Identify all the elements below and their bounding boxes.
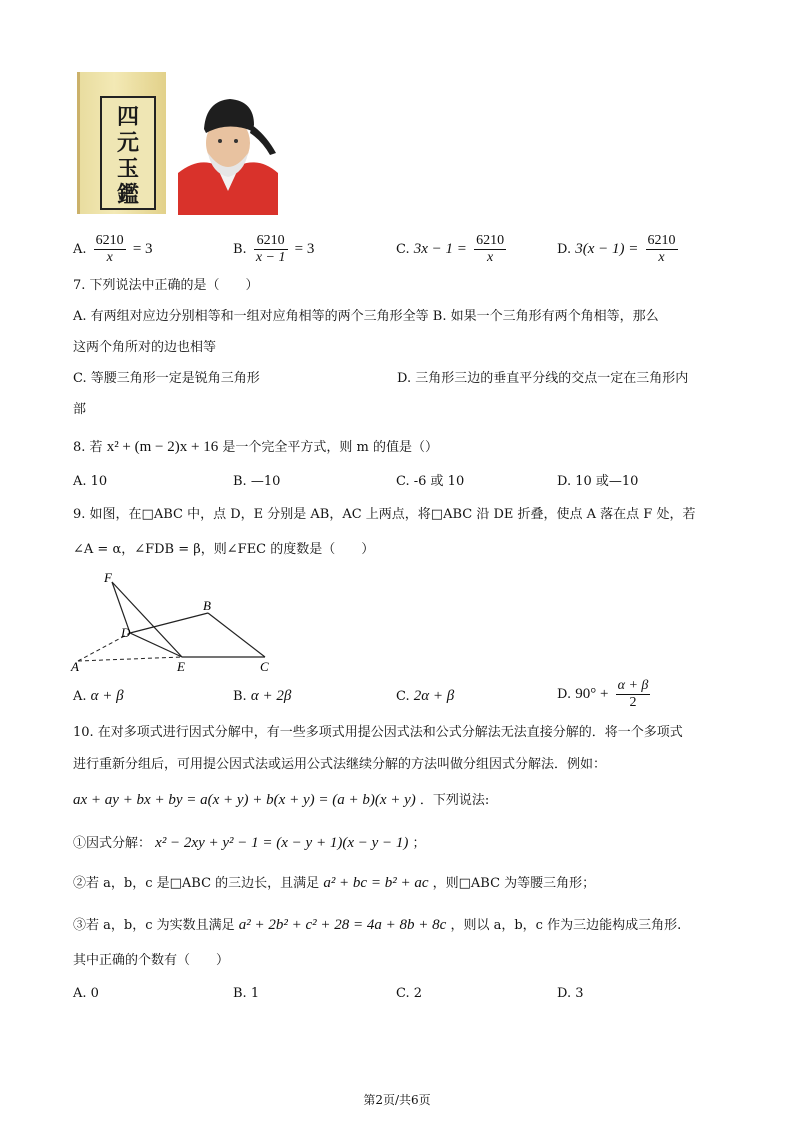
- q7-line-1: [73, 308, 659, 326]
- statement-suffix: ；: [412, 836, 426, 851]
- fraction-numerator: 6210: [647, 233, 676, 248]
- fraction: [94, 233, 126, 266]
- book-title-panel: [100, 96, 156, 210]
- equation-lhs: 3(x − 1) =: [575, 241, 639, 257]
- q10-option-b[interactable]: B. 1: [233, 986, 260, 1001]
- book-title-char: 鑑: [116, 183, 139, 208]
- statement-suffix: ，则□ABC 为等腰三角形；: [432, 876, 596, 891]
- q7-option-d[interactable]: D. 三角形三边的垂直平分线的交点一定在三角形内: [397, 371, 689, 386]
- option-label: C.: [396, 689, 410, 704]
- fraction: [254, 233, 288, 266]
- point-label-a: A: [71, 659, 79, 674]
- statement-expression: a² + bc = b² + ac: [323, 875, 429, 891]
- q6-option-b[interactable]: [233, 233, 314, 266]
- q10-option-d[interactable]: D. 3: [557, 986, 584, 1001]
- q8-stem-prefix: 8. 若: [73, 440, 103, 455]
- q10-option-c[interactable]: C. 2: [396, 986, 423, 1001]
- q10-statement-1: [73, 834, 426, 853]
- q7-option-a[interactable]: A. 有两组对应边分别相等和一组对应角相等的两个三角形全等: [73, 309, 429, 324]
- q8-option-d[interactable]: D. 10 或—10: [557, 474, 639, 489]
- statement-expression: x² − 2xy + y² − 1 = (x − y + 1)(x − y − 1): [155, 835, 409, 851]
- point-label-b: B: [203, 598, 211, 613]
- q10-statement-3: [73, 916, 681, 935]
- fraction-denominator: x: [486, 250, 494, 265]
- book-title-char: 玉: [116, 157, 139, 182]
- fraction-numerator: α + β: [617, 678, 649, 693]
- q9-option-c[interactable]: [396, 687, 454, 706]
- fraction-denominator: 2: [629, 695, 637, 710]
- q6-option-c[interactable]: [396, 233, 509, 266]
- portrait-image: [178, 95, 278, 215]
- q8-option-a[interactable]: A. 10: [73, 474, 108, 489]
- fraction: [616, 678, 651, 711]
- point-label-d: D: [121, 625, 131, 640]
- q10-statement-2: [73, 874, 595, 893]
- q8-option-b[interactable]: B. —10: [233, 474, 281, 489]
- book-title-char: 元: [116, 131, 139, 156]
- option-prefix: 90° +: [575, 686, 609, 702]
- option-label: C.: [396, 242, 410, 257]
- point-label-f: F: [104, 570, 112, 585]
- q9-option-b[interactable]: [233, 687, 291, 706]
- q7-option-c[interactable]: C. 等腰三角形一定是锐角三角形: [73, 371, 260, 386]
- fraction: [646, 233, 678, 266]
- fraction: [474, 233, 506, 266]
- q10-example-suffix: ．下列说法:: [419, 793, 490, 808]
- fraction-denominator: x: [106, 250, 113, 265]
- q7-option-d-continued: 部: [73, 402, 87, 417]
- point-label-e: E: [177, 659, 185, 674]
- q7-stem: 7. 下列说法中正确的是（ ）: [73, 278, 259, 293]
- point-label-c: C: [260, 659, 269, 674]
- statement-expression: a² + 2b² + c² + 28 = 4a + 8b + 8c: [238, 917, 447, 933]
- q6-option-d[interactable]: [557, 233, 681, 266]
- option-expression: 2α + β: [413, 688, 455, 704]
- option-label: D.: [557, 242, 572, 257]
- statement-suffix: ，则以 a，b，c 作为三边能构成三角形.: [450, 918, 682, 933]
- q6-option-a[interactable]: [73, 233, 153, 266]
- q8-stem-suffix: 是一个完全平方式，则 m 的值是（）: [222, 440, 438, 455]
- statement-prefix: ①因式分解：: [73, 836, 152, 851]
- equation-rhs: = 3: [132, 241, 153, 257]
- q10-example-expression: ax + ay + bx + by = a(x + y) + b(x + y) = (a + b)(x + y): [73, 792, 416, 808]
- option-label: B.: [233, 689, 247, 704]
- fraction-denominator: x: [658, 250, 665, 265]
- option-expression: α + β: [90, 688, 124, 704]
- fraction-numerator: 6210: [476, 233, 505, 248]
- q10-example-line: [73, 791, 489, 810]
- statement-prefix: ③若 a，b，c 为实数且满足: [73, 918, 235, 933]
- q8-stem: [73, 438, 438, 457]
- q10-question: 其中正确的个数有（ ）: [73, 953, 230, 968]
- q9-stem-line-2: ∠A = α，∠FDB = β，则∠FEC 的度数是（ ）: [73, 542, 375, 557]
- fraction-numerator: 6210: [254, 233, 288, 250]
- q9-option-a[interactable]: [73, 687, 124, 706]
- statement-prefix: ②若 a，b，c 是□ABC 的三边长，且满足: [73, 876, 320, 891]
- book-cover-image: [77, 72, 166, 214]
- q10-stem-line-2: 进行重新分组后，可用提公因式法或运用公式法继续分解的方法叫做分组因式分解法．例如：: [73, 757, 607, 772]
- book-title-char: 四: [116, 105, 139, 130]
- q7-option-b-continued: 这两个角所对的边也相等: [73, 340, 217, 355]
- q10-stem-line-1: 10. 在对多项式进行因式分解中，有一些多项式用提公因式法和公式分解法无法直接分解的．将一个多项式: [73, 725, 683, 740]
- q8-expression: x² + (m − 2)x + 16: [106, 439, 219, 455]
- q9-stem-line-1: 9. 如图，在□ABC 中，点 D，E 分别是 AB，AC 上两点，将□ABC 沿 DE 折叠，使点 A 落在点 F 处，若: [73, 507, 696, 522]
- option-expression: α + 2β: [250, 688, 292, 704]
- option-label: D.: [557, 687, 572, 702]
- q9-triangle-figure: [68, 570, 288, 678]
- q8-option-c[interactable]: C. -6 或 10: [396, 474, 465, 489]
- q7-option-b[interactable]: B. 如果一个三角形有两个角相等，那么: [432, 309, 659, 324]
- page-number: 第2页/共6页: [363, 1093, 431, 1107]
- option-label: A.: [73, 242, 87, 257]
- equation-lhs: 3x − 1 =: [413, 241, 467, 257]
- equation-rhs: = 3: [294, 241, 315, 257]
- fraction-numerator: 6210: [95, 233, 124, 248]
- q10-option-a[interactable]: A. 0: [73, 986, 99, 1001]
- fraction-denominator: x − 1: [255, 250, 286, 265]
- option-label: A.: [73, 689, 87, 704]
- q9-option-d[interactable]: [557, 678, 653, 711]
- option-label: B.: [233, 242, 247, 257]
